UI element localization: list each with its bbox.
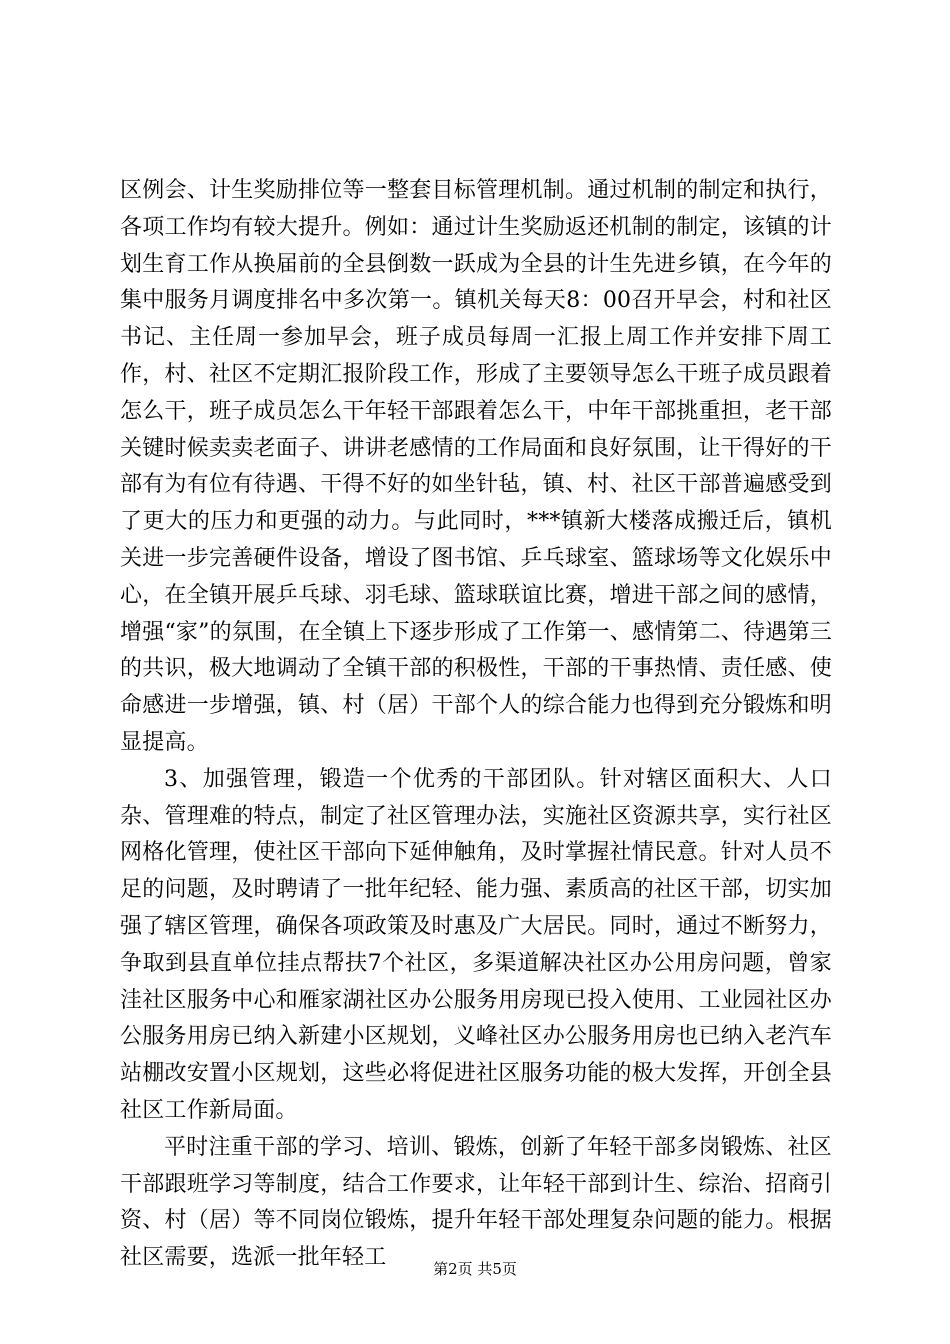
paragraph-3: 平时注重干部的学习、培训、锻炼，创新了年轻干部多岗锻炼、社区干部跟班学习等制度，结合工作要求，让年轻干部到计生、综治、招商引资、村（居）等不同岗位锻炼，提升年轻干部处理复杂问题的能力。根据社区需要，选派一批年轻工 [120, 1134, 832, 1271]
paragraph-2: 3、加强管理，锻造一个优秀的干部团队。针对辖区面积大、人口杂、管理难的特点，制定了社区管理办法，实施社区资源共享，实行社区网格化管理，使社区干部向下延伸触角，及时掌握社情民意。针对人员不足的问题，及时聘请了一批年纪轻、能力强、素质高的社区干部，切实加强了辖区管理，确保各项政策及时惠及广大居民。同时，通过不断努力，争取到县直单位挂点帮扶7个社区，多渠道解决社区办公用房问题，曾家洼社区服务中心和雁家湖社区办公服务用房现已投入使用、工业园社区办公服务用房已纳入新建小区规划，义峰社区办公服务用房也已纳入老汽车站棚改安置小区规划，这些必将促进社区服务功能的极大发挥，开创全县社区工作新局面。 [120, 766, 832, 1123]
page-footer: 第2页 共5页 [433, 1260, 517, 1278]
document-body [120, 173, 832, 1277]
paragraph-1: 区例会、计生奖励排位等一整套目标管理机制。通过机制的制定和执行，各项工作均有较大提升。例如：通过计生奖励返还机制的制定，该镇的计划生育工作从换届前的全县倒数一跃成为全县的计生先进乡镇，在今年的集中服务月调度排名中多次第一。镇机关每天8：00召开早会，村和社区书记、主任周一参加早会，班子成员每周一汇报上周工作并安排下周工作，村、社区不定期汇报阶段工作，形成了主要领导怎么干班子成员跟着怎么干，班子成员怎么干年轻干部跟着怎么干，中年干部挑重担，老干部关键时候卖卖老面子、讲讲老感情的工作局面和良好氛围，让干得好的干部有为有位有待遇、干得不好的如坐针毡，镇、村、社区干部普遍感受到了更大的压力和更强的动力。与此同时，***镇新大楼落成搬迁后，镇机关进一步完善硬件设备，增设了图书馆、乒乓球室、篮球场等文化娱乐中心，在全镇开展乒乓球、羽毛球、篮球联谊比赛，增进干部之间的感情，增强“家”的氛围，在全镇上下逐步形成了工作第一、感情第二、待遇第三的共识，极大地调动了全镇干部的积极性，干部的干事热情、责任感、使命感进一步增强，镇、村（居）干部个人的综合能力也得到充分锻炼和明显提高。 [120, 178, 832, 755]
